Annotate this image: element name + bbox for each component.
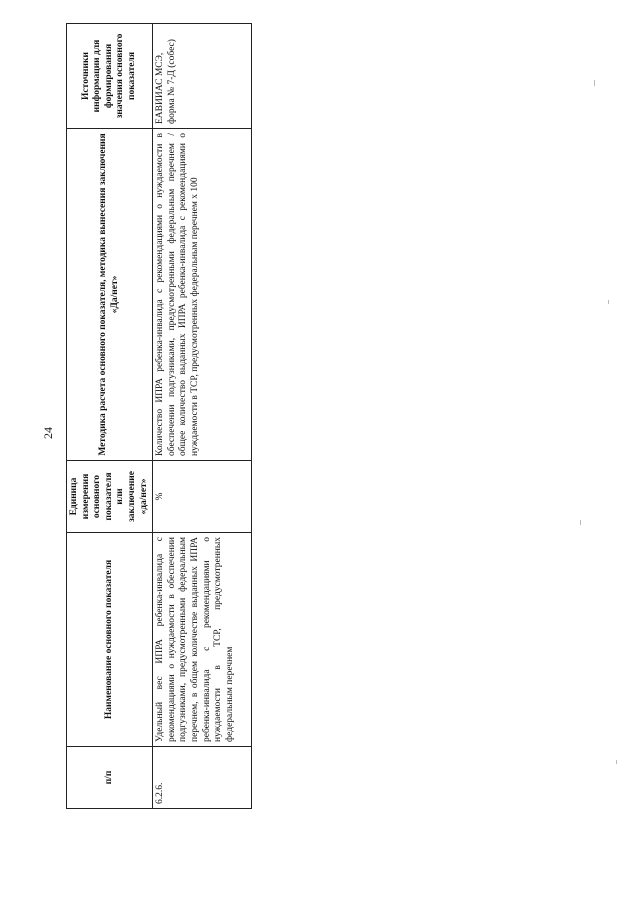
header-method: Методика расчета основного показателя, методика вынесения заключения «Да/нет» xyxy=(67,129,153,461)
scan-mark xyxy=(616,760,617,764)
header-unit: Единица измерения основного показателя или заключение «да/нет» xyxy=(67,461,153,533)
scan-mark xyxy=(594,80,595,86)
table-row xyxy=(153,24,252,809)
cell-source: ЕАВИИАС МСЭ, форма № 7-Д (собес) xyxy=(153,24,252,129)
header-source: Источники информации для формирования значения основного показателя xyxy=(67,24,153,129)
page-number: 24 xyxy=(41,427,55,439)
cell-unit: % xyxy=(153,461,252,533)
table-header-row xyxy=(67,24,153,809)
header-number: п/п xyxy=(67,747,153,809)
indicator-table-container xyxy=(66,24,252,809)
cell-method: Количество ИПРА ребенка-инвалида с рекомендациями о нуждаемости в обеспечении подгузниками, предусмотренными федеральным перечнем / общее количество выданных ИПРА ребенка-инвалида с рекомендациями о нуждаемости в ТСР, предусмотренных федеральным перечнем х 100 xyxy=(153,129,252,461)
scan-edge-marks xyxy=(560,0,640,905)
scan-mark xyxy=(608,300,609,304)
cell-number: 6.2.6. xyxy=(153,747,252,809)
header-indicator-name: Наименование основного показателя xyxy=(67,533,153,747)
cell-indicator-name: Удельный вес ИПРА ребенка-инвалида с рекомендациями о нуждаемости в обеспечении подгузниками, предусмотренными федеральным перечнем, в общем количестве выданных ИПРА ребенка-инвалида с рекомендациями о нуждаемости в ТСР, предусмотренных федеральным перечнем xyxy=(153,533,252,747)
scan-mark xyxy=(580,520,581,525)
indicator-table xyxy=(66,23,252,809)
